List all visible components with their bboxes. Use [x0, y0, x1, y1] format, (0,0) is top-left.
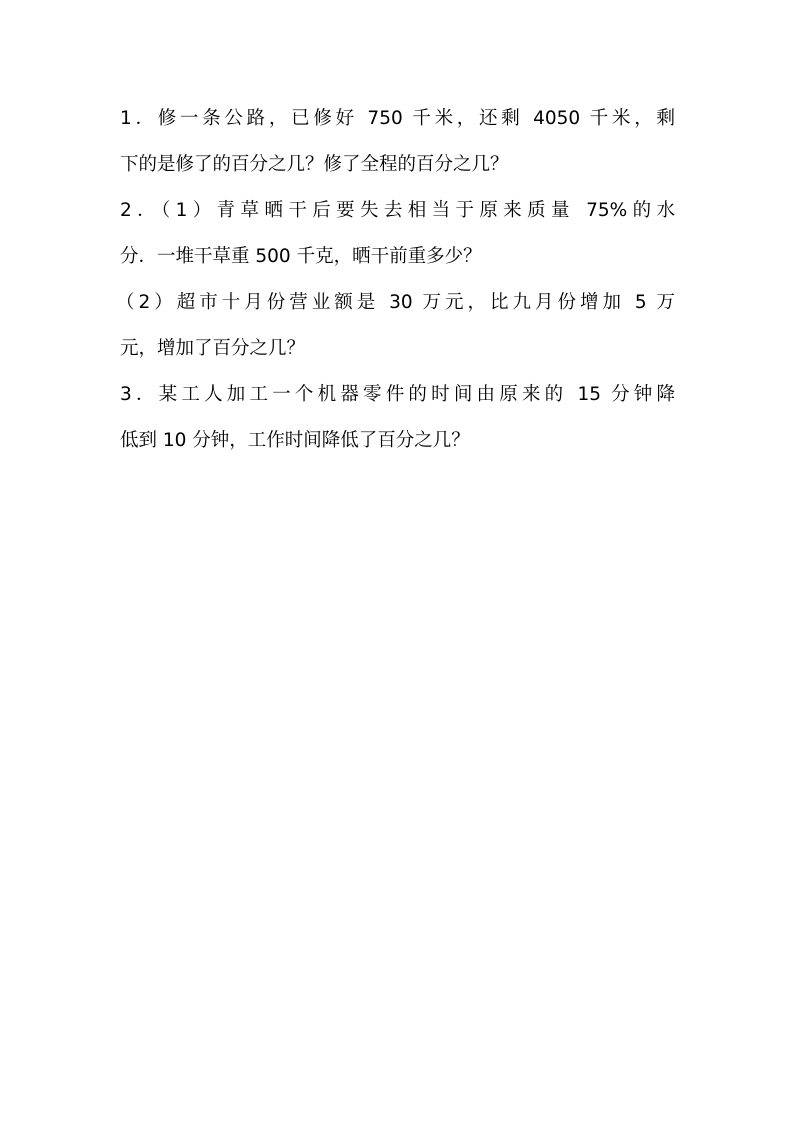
problem-2-part-2-line-1: （2）超市十月份营业额是 30 万元，比九月份增加 5 万	[116, 292, 675, 313]
problem-3-line-2: 低到 10 分钟，工作时间降低了百分之几？	[120, 430, 470, 451]
problem-3-line-1: 3．某工人加工一个机器零件的时间由原来的 15 分钟降	[120, 384, 675, 405]
problem-2-part-1-line-1: 2．（1）青草晒干后要失去相当于原来质量 75%的水	[120, 200, 675, 221]
problem-list	[116, 96, 675, 464]
problem-1-line-2: 下的是修了的百分之几？修了全程的百分之几？	[120, 154, 509, 175]
problem-2-part-2-line-2: 元，增加了百分之几？	[120, 338, 306, 359]
problem-2-part-2	[116, 280, 675, 372]
problem-3	[120, 372, 675, 464]
problem-2-part-1-line-2: 分．一堆干草重 500 千克，晒干前重多少？	[120, 246, 482, 267]
problem-1-line-1: 1．修一条公路，已修好 750 千米，还剩 4050 千米，剩	[120, 108, 675, 129]
problem-2-part-1	[120, 188, 675, 280]
problem-1	[120, 96, 675, 188]
